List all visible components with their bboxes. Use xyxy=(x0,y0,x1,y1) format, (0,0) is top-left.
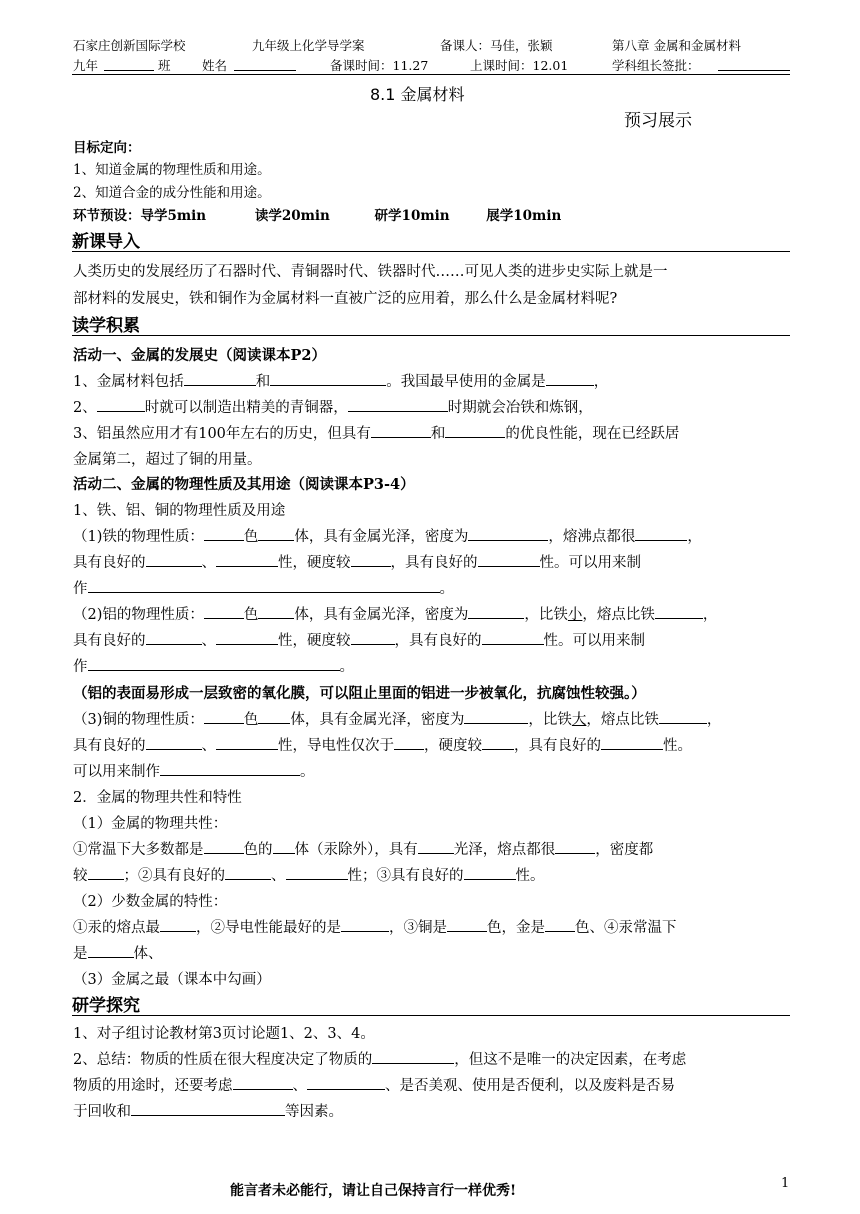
schedule-item: 导学5min xyxy=(140,208,207,224)
answer-blank[interactable] xyxy=(160,762,300,776)
approval-label: 学科组长签批： xyxy=(612,58,700,73)
page-title: 8.1 金属材料 xyxy=(370,85,465,104)
question-line: 1、对子组讨论教材第3页讨论题1、2、3、4。 xyxy=(73,1026,375,1042)
answer-blank[interactable] xyxy=(258,527,294,541)
question-line: （1)铁的物理性质： 色 体，具有金属光泽，密度为 ，熔沸点都很 ， xyxy=(73,529,702,545)
schedule-item: 研学10min xyxy=(374,208,450,224)
subsection-title: （3）金属之最（课本中勾画） xyxy=(73,972,271,988)
activity-title: 活动一、金属的发展史（阅读课本P2） xyxy=(73,347,326,364)
header-rule xyxy=(72,74,790,75)
answer-blank[interactable] xyxy=(351,553,391,567)
answer-blank[interactable] xyxy=(464,866,516,880)
answer-blank[interactable] xyxy=(348,398,448,412)
question-line: 较 ；②具有良好的 、 性；③具有良好的 性。 xyxy=(73,868,545,884)
answer-blank[interactable] xyxy=(546,372,594,386)
answer-blank[interactable] xyxy=(307,1076,385,1090)
answer-blank[interactable] xyxy=(545,918,575,932)
chapter: 第八章 金属和金属材料 xyxy=(612,38,741,53)
answer-blank[interactable] xyxy=(555,840,595,854)
goals-heading: 目标定向： xyxy=(73,140,141,156)
answer-blank[interactable] xyxy=(258,605,294,619)
page-subtitle: 预习展示 xyxy=(624,111,692,131)
aluminum-note: （铝的表面易形成一层致密的氧化膜，可以阻止里面的铝进一步被氧化，抗腐蚀性较强。） xyxy=(73,685,646,702)
answer-blank[interactable] xyxy=(286,866,348,880)
schedule-item: 展学10min xyxy=(486,208,562,224)
name-blank[interactable] xyxy=(234,57,296,71)
answer-blank[interactable] xyxy=(464,710,528,724)
subsection-title: 2．金属的物理共性和特性 xyxy=(73,790,242,806)
answer-blank[interactable] xyxy=(216,736,278,750)
subsection-title: 1、铁、铝、铜的物理性质及用途 xyxy=(73,503,286,519)
subsection-title: （2）少数金属的特性： xyxy=(73,894,228,910)
question-line: 作 。 xyxy=(73,659,354,675)
question-line: 具有良好的 、 性，硬度较 ，具有良好的 性。可以用来制 xyxy=(73,633,645,649)
reading-heading: 读学积累 xyxy=(72,316,140,336)
answer-blank[interactable] xyxy=(204,605,244,619)
grade-label: 九年 xyxy=(73,58,99,73)
question-line: 作 。 xyxy=(73,581,454,597)
question-line: 可以用来制作 。 xyxy=(73,764,315,780)
answer-blank[interactable] xyxy=(225,866,271,880)
answer-blank[interactable] xyxy=(88,944,134,958)
question-line: 1、金属材料包括 和 。我国最早使用的金属是 ， xyxy=(73,374,609,390)
answer-blank[interactable] xyxy=(270,372,386,386)
question-line: 2、 时就可以制造出精美的青铜器， 时期就会冶铁和炼钢， xyxy=(73,400,593,416)
activity-title: 活动二、金属的物理性质及其用途（阅读课本P3-4） xyxy=(73,476,415,493)
answer-blank[interactable] xyxy=(273,840,295,854)
schedule-row xyxy=(73,204,561,224)
section-rule xyxy=(72,1015,790,1016)
answer-blank[interactable] xyxy=(160,918,196,932)
answer-blank[interactable] xyxy=(418,840,454,854)
answer-blank[interactable] xyxy=(468,605,524,619)
answer-blank[interactable] xyxy=(371,424,431,438)
answer-blank[interactable] xyxy=(482,736,514,750)
answer-blank[interactable] xyxy=(482,631,544,645)
answer-blank[interactable] xyxy=(655,605,703,619)
answer-blank[interactable] xyxy=(131,1102,285,1116)
question-line: 是 体、 xyxy=(73,946,163,962)
answer-blank[interactable] xyxy=(204,527,244,541)
page-number: 1 xyxy=(781,1176,790,1191)
course-name: 九年级上化学导学案 xyxy=(252,38,365,53)
answer-blank[interactable] xyxy=(216,631,278,645)
class-label: 班 xyxy=(158,58,171,73)
answer-blank[interactable] xyxy=(146,631,202,645)
answer-blank[interactable] xyxy=(88,657,340,671)
answer-blank[interactable] xyxy=(97,398,145,412)
answer-blank[interactable] xyxy=(146,736,202,750)
answer-blank[interactable] xyxy=(351,631,395,645)
answer-blank[interactable] xyxy=(635,527,687,541)
answer-blank[interactable] xyxy=(204,840,244,854)
goal-item: 1、知道金属的物理性质和用途。 xyxy=(73,162,271,178)
answer-blank[interactable] xyxy=(146,553,202,567)
schedule-item: 读学20min xyxy=(254,208,330,224)
question-line: 物质的用途时，还要考虑 、 、是否美观、使用是否便利，以及废料是否易 xyxy=(73,1078,675,1094)
preparers: 备课人：马佳，张颖 xyxy=(440,38,553,53)
answer-blank[interactable] xyxy=(447,918,487,932)
question-line: 具有良好的 、 性，导电性仅次于 ，硬度较 ，具有良好的 性。 xyxy=(73,738,692,754)
intro-heading: 新课导入 xyxy=(72,232,140,252)
section-rule xyxy=(72,335,790,336)
answer-blank[interactable] xyxy=(341,918,389,932)
question-line: 于回收和 等因素。 xyxy=(73,1104,343,1120)
answer-blank[interactable] xyxy=(258,710,290,724)
answer-blank[interactable] xyxy=(88,579,440,593)
question-line: 3、铝虽然应用才有100年左右的历史，但具有 和 的优良性能，现在已经跃居 xyxy=(73,426,680,442)
answer-blank[interactable] xyxy=(88,866,124,880)
answer-blank[interactable] xyxy=(468,527,548,541)
footer-motto: 能言者未必能行，请让自己保持言行一样优秀! xyxy=(230,1183,517,1199)
answer-blank[interactable] xyxy=(478,553,540,567)
answer-blank[interactable] xyxy=(601,736,663,750)
answer-blank[interactable] xyxy=(445,424,505,438)
section-rule xyxy=(72,251,790,252)
question-line: 2、总结：物质的性质在很大程度决定了物质的 ，但这不是唯一的决定因素，在考虑 xyxy=(73,1052,687,1068)
question-line: （2)铝的物理性质： 色 体，具有金属光泽，密度为 ，比铁小，熔点比铁 ， xyxy=(73,607,718,623)
answer-blank[interactable] xyxy=(394,736,424,750)
intro-text: 部材料的发展史，铁和铜作为金属材料一直被广泛的应用着，那么什么是金属材料呢? xyxy=(73,291,618,307)
schedule-label: 环节预设： xyxy=(73,208,141,224)
question-line: ①汞的熔点最 ，②导电性能最好的是 ，③铜是 色，金是 色、④汞常温下 xyxy=(73,920,677,936)
class-blank[interactable] xyxy=(104,57,154,71)
name-label: 姓名 xyxy=(202,58,228,73)
answer-blank[interactable] xyxy=(233,1076,293,1090)
subsection-title: （1）金属的物理共性： xyxy=(73,816,228,832)
class-time: 上课时间：12.01 xyxy=(470,58,569,73)
intro-text: 人类历史的发展经历了石器时代、青铜器时代、铁器时代……可见人类的进步史实际上就是一 xyxy=(73,264,668,280)
school-name: 石家庄创新国际学校 xyxy=(73,38,186,53)
question-line: 金属第二，超过了铜的用量。 xyxy=(73,452,262,468)
answer-blank[interactable] xyxy=(204,710,244,724)
goal-item: 2、知道合金的成分性能和用途。 xyxy=(73,185,271,201)
research-heading: 研学探究 xyxy=(72,996,140,1016)
answer-blank[interactable] xyxy=(659,710,707,724)
answer-blank[interactable] xyxy=(216,553,278,567)
prep-time: 备课时间：11.27 xyxy=(330,58,429,73)
question-line: ①常温下大多数都是 色的 体（汞除外），具有 光泽，熔点都很 ，密度都 xyxy=(73,842,654,858)
question-line: 具有良好的 、 性，硬度较 ，具有良好的 性。可以用来制 xyxy=(73,555,641,571)
question-line: （3)铜的物理性质： 色 体，具有金属光泽，密度为 ，比铁大，熔点比铁 ， xyxy=(73,712,722,728)
answer-blank[interactable] xyxy=(372,1050,454,1064)
answer-blank[interactable] xyxy=(184,372,256,386)
approval-blank[interactable] xyxy=(718,57,790,71)
